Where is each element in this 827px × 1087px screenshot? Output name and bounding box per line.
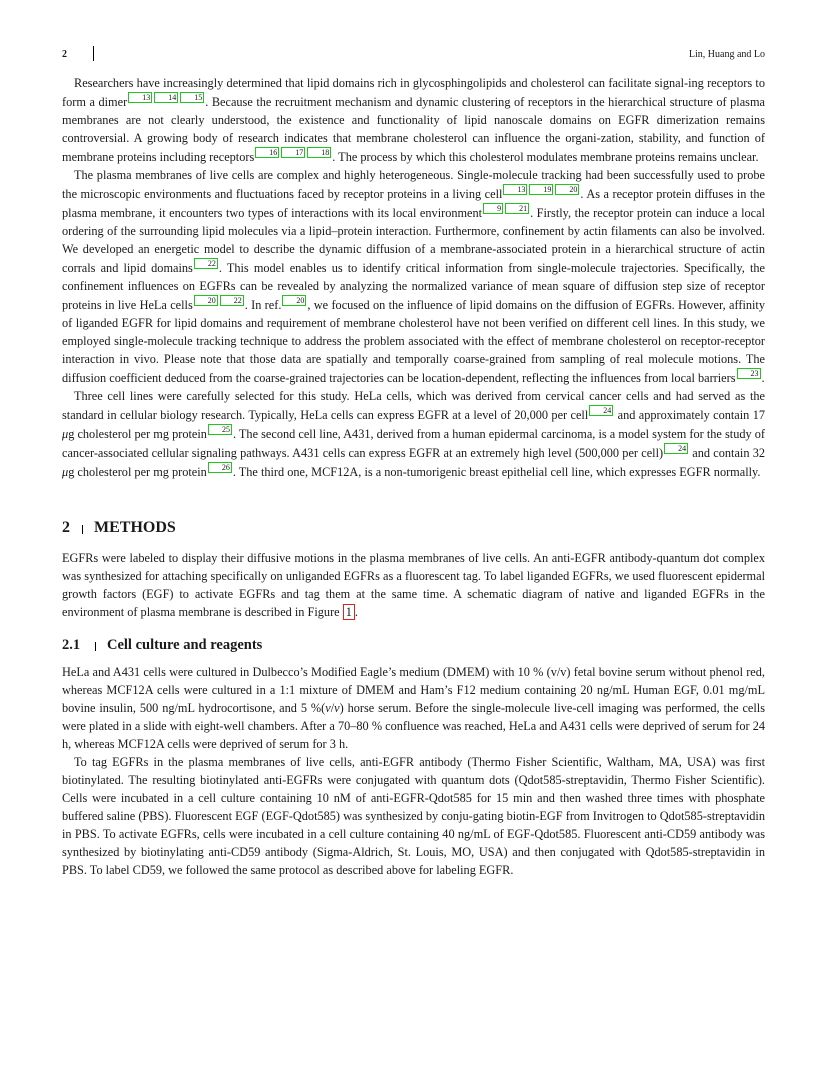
text-span: Three cell lines were carefully selected for this study. HeLa cells, which was derived from cervical cancer cells and had served as the standard in cellular biology research. Typically, HeLa cells can express EGFR at a level of 20,000 per cell bbox=[62, 389, 765, 422]
header-divider bbox=[93, 46, 94, 61]
mu-symbol: μ bbox=[62, 465, 69, 479]
citation-link[interactable]: 24 bbox=[664, 443, 688, 454]
page bbox=[62, 44, 765, 879]
figure-link[interactable]: 1 bbox=[343, 604, 355, 620]
citation-link[interactable]: 19 bbox=[529, 184, 553, 195]
text-span: . Because the recruitment mechanism and dynamic clustering of receptors in the hierarchical structure of plasma membranes are not clearly understood, the existence and functionality of lipid nanoscale domains on EGFR dimerization remains controversial. A growing body of research indicates that membrane cholesterol can influence the organi-zation, stability, and function of membrane proteins including receptors bbox=[62, 95, 765, 164]
citation-link[interactable]: 20 bbox=[555, 184, 579, 195]
text-span: g cholesterol per mg protein bbox=[68, 427, 207, 441]
text-span: Researchers have increasingly determined that lipid domains rich in glycosphingolipids and cholesterol can facilitate signal-ing receptors to form a dimer bbox=[62, 76, 765, 109]
italic-v: v bbox=[325, 701, 331, 715]
text-span: . As a receptor protein diffuses in the plasma membrane, it encounters two types of interactions with its local environment bbox=[62, 187, 765, 220]
text-span: , we focused on the influence of lipid domains on the diffusion of EGFRs. However, affinity of liganded EGFR for lipid domains and requirement of membrane cholesterol have not been verified on different cell lines. In this study, we employed single-molecule tracking technique to address the problem associated with the effect of membrane cholesterol on receptor-receptor interaction in vivo. Please note that those data are spatially and temporally coarse-grained from sampling of real molecule motions. The diffusion coefficient deduced from the coarse-grained trajectories can be location-dependent, reflecting the influences from local barriers bbox=[62, 298, 765, 385]
intro-paragraph-1 bbox=[62, 74, 765, 166]
citation-link[interactable]: 23 bbox=[737, 368, 761, 379]
citation-link[interactable]: 21 bbox=[505, 203, 529, 214]
text-span: EGFRs were labeled to display their diffusive motions in the plasma membranes of live cells. An anti-EGFR antibody-quantum dot complex was synthesized for attaching specifically on unliganded EGFRs as a fluorescent tag. To label liganded EGFRs, we used fluorescent epidermal growth factors (EGF) to activate EGFRs and tag them at the same time. A schematic diagram of native and liganded EGFRs in the environment of plasma membrane is described in Figure bbox=[62, 551, 765, 619]
page-number: 2 bbox=[62, 49, 67, 60]
subsection-number: 2.1 bbox=[62, 637, 81, 653]
italic-v: v bbox=[334, 701, 340, 715]
citation-link[interactable]: 15 bbox=[180, 92, 204, 103]
text-span: . This model enables us to identify critical information from single-molecule trajectories. Specifically, the confinement influences on EGFRs can be revealed by analyzing the normalized variance of mean square of diffusion step size of receptor proteins in live HeLa cells bbox=[62, 261, 766, 312]
text-span: HeLa and A431 cells were cultured in Dulbecco’s Modified Eagle’s medium (DMEM) with 10 % (v/v) fetal bovine serum without phenol red, whereas MCF12A cells were cultured in a 1:1 mixture of DMEM and Ham’s F12 medium containing 20 ng/mL Human EGF, 0.01 mg/mL bovine insulin, 500 ng/mL hydrocortisone, and 5 %( bbox=[62, 665, 765, 715]
text-span: The plasma membranes of live cells are complex and highly heterogeneous. Single-molecule tracking had been successfully used to probe the microscopic environments and fluctuations faced by receptor proteins in a living cell bbox=[62, 168, 765, 201]
citation-link[interactable]: 26 bbox=[208, 462, 232, 473]
section-number: 2 bbox=[62, 519, 70, 536]
citation-link[interactable]: 16 bbox=[255, 147, 279, 158]
text-span: . Firstly, the receptor protein can induce a local ordering of the surrounding lipid molecules via a lipid–protein interaction. Furthermore, confinement by actin filaments can also be involved. We developed an energetic model to describe the dynamic diffusion of a membrane-associated protein in a hierarchical structure of actin corrals and lipid domains bbox=[62, 206, 765, 275]
intro-paragraph-2 bbox=[62, 166, 765, 387]
citation-link[interactable]: 18 bbox=[307, 147, 331, 158]
citation-link[interactable]: 14 bbox=[154, 92, 178, 103]
citation-link[interactable]: 13 bbox=[128, 92, 152, 103]
text-span: g cholesterol per mg protein bbox=[68, 465, 207, 479]
text-span: . bbox=[761, 371, 765, 385]
running-header bbox=[62, 44, 765, 66]
heading-divider bbox=[95, 642, 96, 651]
text-span: / bbox=[330, 701, 335, 715]
citation-link[interactable]: 20 bbox=[194, 295, 218, 306]
citation-link[interactable]: 22 bbox=[194, 258, 218, 269]
text-span: and contain 32 bbox=[689, 446, 765, 460]
citation-link[interactable]: 9 bbox=[483, 203, 503, 214]
text-span: . The second cell line, A431, derived from a human epidermal carcinoma, is a model system for the study of cancer-associated cellular signaling pathways. A431 cells can express EGFR at an extremely high level (500,000 per cell) bbox=[62, 427, 765, 460]
intro-paragraph-3 bbox=[62, 387, 765, 481]
citation-link[interactable]: 22 bbox=[220, 295, 244, 306]
subsection-title: Cell culture and reagents bbox=[107, 637, 263, 653]
citation-link[interactable]: 25 bbox=[208, 424, 232, 435]
text-span: . In ref. bbox=[244, 298, 282, 312]
text-span: . bbox=[354, 605, 358, 619]
text-span: ) horse serum. Before the single-molecule live-cell imaging was performed, the cells were plated in a slide with eight-well chambers. After a 70–80 % confluence was reached, HeLa and A431 cells were deprived of serum for 24 h, whereas MCF12A cells were deprived of serum for 3 h. bbox=[62, 701, 765, 751]
text-span: . The process by which this cholesterol modulates membrane proteins remains unclear. bbox=[332, 150, 759, 164]
culture-paragraph-2: To tag EGFRs in the plasma membranes of live cells, anti-EGFR antibody (Thermo Fisher Scientific, Waltham, MA, USA) was first biotinylated. The resulting biotinylated anti-EGFRs were conjugated with quantum dots (Qdot585-streptavidin, Thermo Fisher Scientific). Cells were incubated in a cell culture containing 10 nM of anti-EGFR-Qdot585 for 15 min and then washed three times with phosphate buffered saline (PBS). Fluorescent EGF (EGF-Qdot585) was synthesized by conju-gating biotin-EGF from Invitrogen to Qdot585-streptavidin in PBS. To activate EGFRs, cells were incubated in a cell culture containing 40 ng/mL of EGF-Qdot585. Fluorescent anti-CD59 antibody was synthesized by biotinylating anti-CD59 antibody (Sigma-Aldrich, St. Louis, MO, USA) and then conjugated with Qdot585-streptavidin in PBS. To label CD59, we followed the same protocol as described above for labeling EGFR. bbox=[62, 755, 765, 877]
heading-divider bbox=[82, 525, 83, 534]
culture-paragraph-1 bbox=[62, 663, 765, 753]
citation-link[interactable]: 17 bbox=[281, 147, 305, 158]
text-span: . The third one, MCF12A, is a non-tumorigenic breast epithelial cell line, which expresses EGFR normally. bbox=[232, 465, 761, 479]
citation-link[interactable]: 20 bbox=[282, 295, 306, 306]
methods-paragraph bbox=[62, 549, 765, 621]
subsection-heading-cell-culture bbox=[62, 637, 765, 657]
section-heading-methods bbox=[62, 519, 765, 541]
running-authors: Lin, Huang and Lo bbox=[688, 49, 765, 60]
citation-link[interactable]: 24 bbox=[589, 405, 613, 416]
mu-symbol: μ bbox=[62, 427, 69, 441]
section-title: METHODS bbox=[94, 519, 176, 536]
citation-link[interactable]: 13 bbox=[503, 184, 527, 195]
text-span: and approximately contain 17 bbox=[614, 408, 765, 422]
